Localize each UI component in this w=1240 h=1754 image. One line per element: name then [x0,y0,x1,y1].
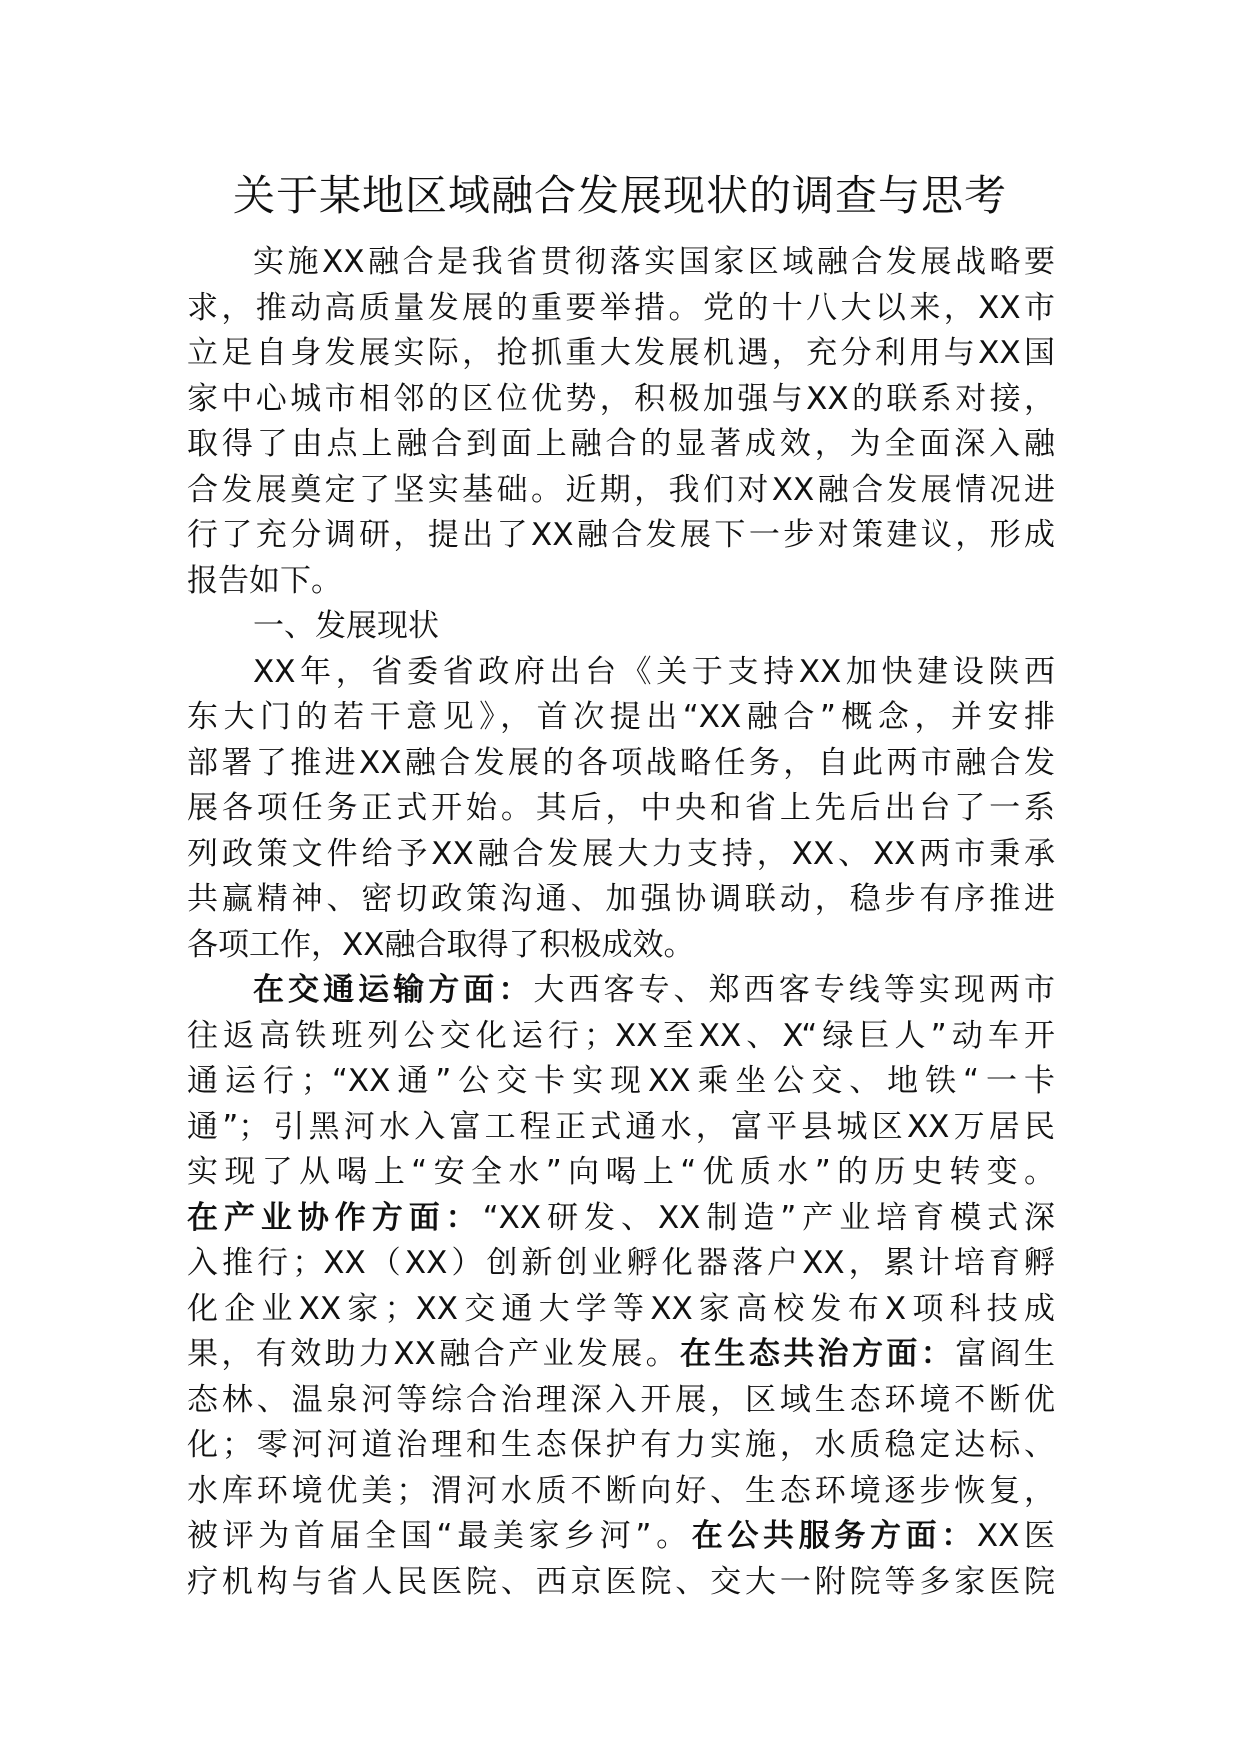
text-line [187,1196,1055,1242]
text-line [187,1150,1055,1196]
text-run: 被评为首届全国“最美家乡河”。 [187,1518,692,1554]
paragraph-status [187,650,1055,969]
text-run: “XX研发、XX制造”产业培育模式深 [482,1199,1055,1236]
paragraph-intro [187,240,1055,604]
text-line: 立足自身发展实际，抢抓重大发展机遇，充分利用与XX国 [187,335,1055,371]
text-line [187,1059,1055,1105]
text-line: XX年，省委省政府出台《关于支持XX加快建设陕西 [253,653,1055,690]
text-line: 行了充分调研，提出了XX融合发展下一步对策建议，形成 [187,517,1055,553]
text-run: 通”；引黑河水入富工程正式通水，富平县城区XX万居民 [187,1108,1055,1145]
text-line: 共赢精神、密切政策沟通、加强协调联动，稳步有序推进 [187,881,1055,917]
text-line: 取得了由点上融合到面上融合的显著成效，为全面深入融 [187,426,1055,462]
text-line: 报告如下。 [187,562,342,599]
text-run: 化企业XX家；XX交通大学等XX家高校发布X项科技成 [187,1290,1055,1327]
text-run: 实现了从喝上“安全水”向喝上“优质水”的历史转变。 [187,1154,1055,1190]
text-line: 东大门的若干意见》，首次提出“XX融合”概念，并安排 [187,699,1055,735]
paragraph-achievements [187,968,1055,1605]
text-line: 实施XX融合是我省贯彻落实国家区域融合发展战略要 [253,244,1055,280]
text-line [187,1241,1055,1287]
text-run: 果，有效助力XX融合产业发展。 [187,1336,681,1372]
text-line: 合发展奠定了坚实基础。近期，我们对XX融合发展情况进 [187,471,1055,508]
text-run: 往返高铁班列公交化运行；XX至XX、X“绿巨人”动车开 [187,1017,1055,1054]
text-line [187,1560,1055,1606]
lead-in-industry: 在产业协作方面： [187,1199,483,1236]
text-line: 家中心城市相邻的区位优势，积极加强与XX的联系对接， [187,380,1055,417]
text-line: 求，推动高质量发展的重要举措。党的十八大以来，XX市 [187,289,1055,326]
text-line [187,1514,1055,1560]
lead-in-transport: 在交通运输方面： [253,972,534,1008]
text-run: 态林、温泉河等综合治理深入开展，区域生态环境不断优 [187,1381,1055,1418]
text-line [187,1378,1055,1424]
text-line [187,1423,1055,1469]
lead-in-ecology: 在生态共治方面： [680,1336,956,1372]
text-line [187,1105,1055,1151]
document-body [187,240,1055,1605]
section-heading: 一、发展现状 [253,608,439,644]
text-line [187,1287,1055,1333]
text-line [187,1014,1055,1060]
text-run: XX医 [976,1518,1056,1554]
text-line: 列政策文件给予XX融合发展大力支持，XX、XX两市秉承 [187,835,1055,872]
text-run: 疗机构与省人民医院、西京医院、交大一附院等多家医院 [187,1563,1055,1600]
text-run: 入推行；XX（XX）创新创业孵化器落户XX，累计培育孵 [187,1245,1055,1281]
text-run: 大西客专、郑西客专线等实现两市 [533,972,1056,1008]
text-line [187,1469,1055,1515]
document-title: 关于某地区域融合发展现状的调查与思考 [232,171,1007,220]
text-line: 部署了推进XX融合发展的各项战略任务，自此两市融合发 [187,744,1055,781]
text-line: 各项工作，XX融合取得了积极成效。 [187,926,695,963]
text-line: 展各项任务正式开始。其后，中央和省上先后出台了一系 [187,790,1055,826]
text-line [187,968,1055,1014]
text-line [187,1332,1055,1378]
text-run: 化；零河河道治理和生态保护有力实施，水质稳定达标、 [187,1427,1055,1463]
text-run: 水库环境优美；渭河水质不断向好、生态环境逐步恢复， [187,1472,1055,1509]
lead-in-public-service: 在公共服务方面： [691,1518,977,1554]
text-run: 通运行；“XX通”公交卡实现XX乘坐公交、地铁“一卡 [187,1063,1055,1099]
text-run: 富阎生 [955,1336,1055,1372]
